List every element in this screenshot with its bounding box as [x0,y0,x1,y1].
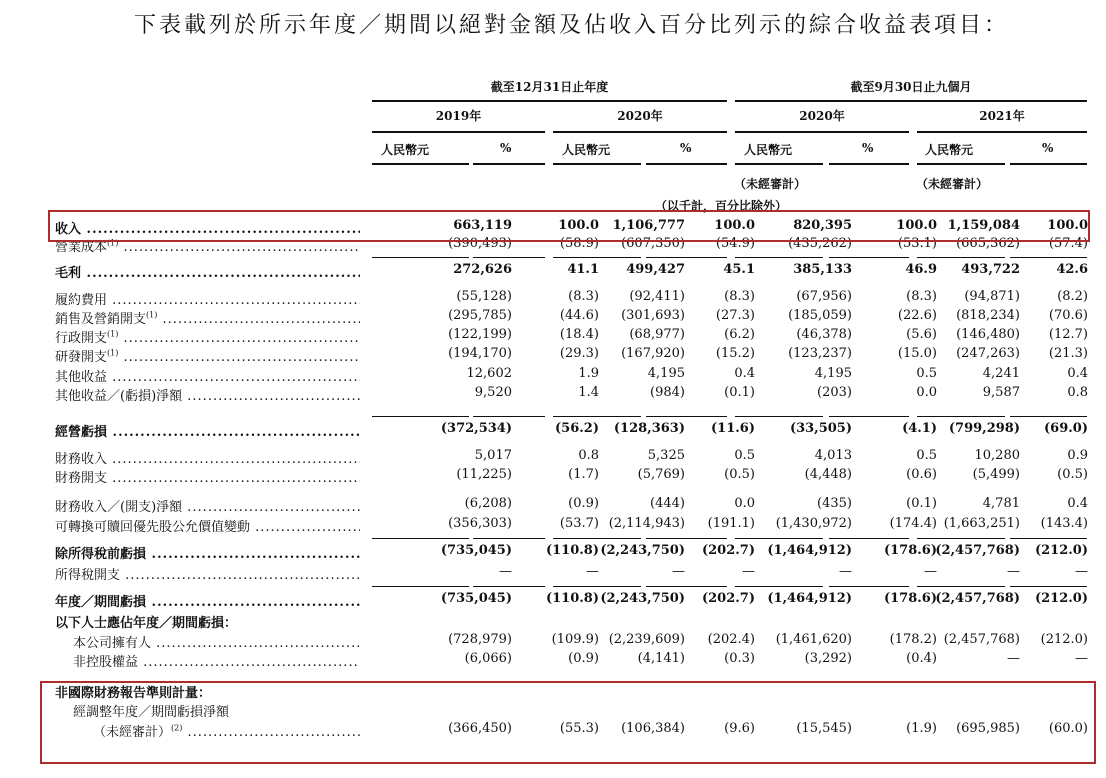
table-cell: (0.5) [724,467,755,482]
table-cell: 499,427 [626,262,685,277]
table-row [55,516,1088,535]
subtotal-rule [646,257,727,258]
table-cell: 4,241 [982,366,1020,381]
currency-header: 人民幣元 [381,143,430,157]
row-label-text: 非國際財務報告準則計量： [55,686,212,701]
subtotal-rule [1010,257,1087,258]
table-row [55,308,1088,327]
table-row [55,385,1088,404]
table-cell: 12,602 [466,366,512,381]
table-cell: (11,225) [456,467,512,482]
table-cell: (295,785) [448,308,512,323]
year-rule-2020 [553,131,727,133]
table-cell: (372,534) [440,421,512,436]
table-cell: (356,303) [448,516,512,531]
row-label [55,448,360,467]
table-cell: — [1007,651,1020,666]
currency-header: 人民幣元 [925,143,974,157]
row-label-text: （未經審計） [93,725,172,740]
table-cell: (435,262) [788,236,852,251]
table-cell: (8.2) [1057,289,1088,304]
table-cell: 9,520 [474,385,512,400]
currency-rule [553,163,641,165]
subtotal-rule [1010,416,1087,417]
row-label-text: 營業成本 [55,240,108,255]
subtotal-rule [473,257,545,258]
year-rule-2021-nine [917,131,1087,133]
year-header-2020: 2020年 [617,109,663,123]
table-cell: (109.9) [551,632,599,647]
table-cell: (4,448) [804,467,852,482]
table-row [55,327,1088,346]
table-cell: (110.8) [545,591,599,606]
subtotal-rule [553,257,641,258]
table-cell: (178.6) [883,591,937,606]
table-cell: 46.9 [905,262,937,277]
table-cell: 100.0 [558,218,599,233]
row-label [55,651,360,670]
table-cell: (185,059) [788,308,852,323]
subtotal-rule [553,416,641,417]
table-cell: — [742,564,755,579]
table-cell: (1.9) [906,721,937,736]
row-label-text: 財務開支 [55,471,108,486]
table-row [55,496,1088,515]
table-cell: — [839,564,852,579]
currency-rule [829,163,909,165]
table-cell: (11.6) [711,421,755,436]
row-label-text: 可轉換可贖回優先股公允價值變動 [55,520,251,535]
table-cell: 100.0 [1047,218,1088,233]
table-cell: (0.1) [724,385,755,400]
row-label-text: 財務收入／(開支)淨額 [55,500,183,515]
page-title: 下表載列於所示年度／期間以絕對金額及佔收入百分比列示的綜合收益表項目： [134,13,1010,38]
table-cell: 41.1 [567,262,599,277]
table-cell: (55,128) [456,289,512,304]
currency-rule [473,163,545,165]
row-label [55,543,360,562]
subtotal-rule [1010,538,1087,539]
table-cell: (2,457,768) [935,543,1020,558]
table-cell: 10,280 [974,448,1020,463]
table-cell: (128,363) [613,421,685,436]
footnote-marker: (1) [146,310,158,320]
table-row [55,467,1088,486]
row-label-text: 銷售及營銷開支 [55,312,147,327]
row-label [55,591,360,610]
table-cell: (6.2) [724,327,755,342]
row-label [55,346,360,365]
table-cell: (29.3) [559,346,599,361]
subtotal-rule [372,416,469,417]
table-cell: (2,239,609) [608,632,685,647]
table-cell: (1,461,620) [775,632,852,647]
table-row [55,448,1088,467]
table-cell: 9,587 [982,385,1020,400]
subtotal-rule [1010,586,1087,587]
subtotal-rule [473,538,545,539]
table-cell: (4,141) [637,651,685,666]
table-cell: 4,195 [647,366,685,381]
row-label-text: 非控股權益 [73,655,139,670]
percent-header: % [500,141,512,155]
row-label [55,385,360,404]
table-cell: 4,013 [814,448,852,463]
row-label-text: 財務收入 [55,452,108,467]
table-cell: (390,493) [448,236,512,251]
table-cell: 0.9 [1067,448,1088,463]
table-cell: (94,871) [964,289,1020,304]
row-label-text: 毛利 [55,266,82,281]
row-label-text: 研發開支 [55,350,108,365]
table-cell: 1.4 [578,385,599,400]
row-label [55,308,360,327]
table-cell: (70.6) [1048,308,1088,323]
table-cell: (203) [817,385,852,400]
table-cell: (106,384) [621,721,685,736]
table-cell: (444) [650,496,685,511]
table-cell: (212.0) [1040,632,1088,647]
year-rule-2020-nine [735,131,909,133]
row-label [55,262,360,281]
table-cell: (1,464,912) [767,543,852,558]
table-cell: (178.2) [889,632,937,647]
table-cell: (27.3) [715,308,755,323]
table-cell: (665,362) [956,236,1020,251]
table-cell: 1.9 [578,366,599,381]
table-cell: (67,956) [796,289,852,304]
table-row [55,543,1088,562]
table-cell: (123,237) [788,346,852,361]
year-rule-2019 [372,131,545,133]
year-header-2019: 2019年 [435,109,482,123]
table-cell: (53.1) [897,236,937,251]
table-cell: 0.8 [1067,385,1088,400]
subtotal-rule [829,257,909,258]
table-cell: 0.5 [734,448,755,463]
table-row [55,262,1088,281]
table-cell: 0.4 [1067,366,1088,381]
row-label [55,289,360,308]
table-cell: (33,505) [789,421,852,436]
table-cell: (56.2) [555,421,599,436]
row-label [55,366,360,385]
units-note: （以千計，百分比除外） [655,199,788,213]
row-label-text: 行政開支 [55,331,108,346]
row-label-text: 其他收益／(虧損)淨額 [55,389,183,404]
row-label [55,612,360,631]
currency-header: 人民幣元 [562,143,611,157]
currency-rule [917,163,1005,165]
subtotal-rule [829,538,909,539]
subtotal-rule [473,416,545,417]
table-cell: — [1075,564,1088,579]
table-cell: (202.7) [701,543,755,558]
row-label-text: 經營虧損 [55,425,108,440]
table-cell: (57.4) [1048,236,1088,251]
subtotal-rule [473,586,545,587]
table-cell: (22.6) [897,308,937,323]
table-cell: 0.5 [916,448,937,463]
table-cell: (122,199) [448,327,512,342]
subtotal-rule [735,586,823,587]
highlight-non-ifrs-section [40,681,1096,764]
table-cell: (1,464,912) [767,591,852,606]
year-header-2021-nine: 2021年 [979,109,1025,123]
table-cell: (4.1) [902,421,937,436]
table-cell: (984) [650,385,685,400]
footnote-marker: (1) [107,348,119,358]
table-cell: (728,979) [448,632,512,647]
percent-header: % [680,141,692,155]
table-cell: (2,114,943) [608,516,685,531]
subtotal-rule [829,416,909,417]
row-label-text: 其他收益 [55,370,108,385]
table-cell: (0.9) [568,651,599,666]
table-cell: (8.3) [568,289,599,304]
subtotal-rule [735,538,823,539]
subtotal-rule [372,586,469,587]
row-label [55,564,360,583]
currency-rule [646,163,727,165]
row-label [55,632,360,651]
table-cell: (8.3) [906,289,937,304]
table-cell: (12.7) [1048,327,1088,342]
table-cell: (60.0) [1048,721,1088,736]
subtotal-rule [553,538,641,539]
subtotal-rule [917,416,1005,417]
table-cell: 4,195 [814,366,852,381]
table-row [55,421,1088,440]
subtotal-rule [646,586,727,587]
table-cell: — [499,564,512,579]
table-cell: (1,663,251) [943,516,1020,531]
table-cell: (46,378) [796,327,852,342]
table-cell: (178.6) [883,543,937,558]
table-cell: (247,263) [956,346,1020,361]
table-row [55,346,1088,365]
table-cell: 1,159,084 [947,218,1020,233]
table-cell: (54.9) [715,236,755,251]
table-cell: (92,411) [629,289,685,304]
table-cell: 100.0 [896,218,937,233]
period-header-nine-months: 截至9月30日止九個月 [850,80,972,94]
table-cell: 0.5 [916,366,937,381]
table-cell: (607,350) [621,236,685,251]
percent-header: % [862,141,874,155]
subtotal-rule [917,257,1005,258]
table-cell: (6,066) [464,651,512,666]
subtotal-rule [735,416,823,417]
table-cell: (110.8) [545,543,599,558]
table-cell: (146,480) [956,327,1020,342]
table-cell: (0.3) [724,651,755,666]
subtotal-rule [372,257,469,258]
table-cell: (15.0) [897,346,937,361]
table-row [55,289,1088,308]
table-cell: — [586,564,599,579]
table-cell: (167,920) [621,346,685,361]
row-label [55,327,360,346]
footnote-marker: (1) [107,238,119,248]
table-cell: — [672,564,685,579]
table-cell: (191.1) [707,516,755,531]
table-cell: (9.6) [724,721,755,736]
table-cell: 0.0 [916,385,937,400]
currency-rule [735,163,823,165]
table-cell: (0.9) [568,496,599,511]
table-cell: (2,457,768) [943,632,1020,647]
table-cell: (366,450) [448,721,512,736]
subtotal-rule [917,586,1005,587]
table-cell: (0.6) [906,467,937,482]
table-cell: (2,243,750) [600,591,685,606]
table-cell: (69.0) [1044,421,1088,436]
table-cell: (174.4) [889,516,937,531]
row-label-text: 除所得稅前虧損 [55,547,147,562]
table-cell: (0.4) [906,651,937,666]
table-cell: (1,430,972) [775,516,852,531]
table-cell: (58.9) [559,236,599,251]
subtotal-rule [829,586,909,587]
row-label-text: 履約費用 [55,293,108,308]
table-cell: — [924,564,937,579]
period-header-year: 截至12月31日止年度 [490,80,609,94]
table-cell: 272,626 [453,262,512,277]
row-label-text: 年度／期間虧損 [55,595,147,610]
row-label [55,516,360,535]
row-label-text: 所得稅開支 [55,568,121,583]
subtotal-rule [372,538,469,539]
table-cell: 0.0 [734,496,755,511]
table-cell: (212.0) [1034,591,1088,606]
table-cell: 1,106,777 [612,218,685,233]
table-cell: (15.2) [715,346,755,361]
table-cell: (202.7) [701,591,755,606]
row-label-text: 經調整年度／期間虧損淨額 [73,705,230,720]
table-row [55,591,1088,610]
table-cell: — [1075,651,1088,666]
table-cell: (212.0) [1034,543,1088,558]
subtotal-rule [646,416,727,417]
table-cell: (8.3) [724,289,755,304]
table-cell: 0.4 [1067,496,1088,511]
currency-rule [1010,163,1087,165]
table-cell: 4,781 [982,496,1020,511]
table-cell: 663,119 [453,218,512,233]
table-row [55,366,1088,385]
highlight-revenue-row [48,210,1090,242]
table-row [55,632,1088,651]
table-cell: (735,045) [440,543,512,558]
row-label-text: 以下人士應佔年度／期間虧損： [55,616,238,631]
table-cell: (0.1) [906,496,937,511]
table-cell: (194,170) [448,346,512,361]
table-cell: (55.3) [559,721,599,736]
currency-rule [372,163,469,165]
row-label [55,496,360,515]
year-header-2020-nine: 2020年 [799,109,845,123]
table-cell: (0.5) [1057,467,1088,482]
period-rule-year [372,100,727,102]
table-cell: 5,017 [474,448,512,463]
table-cell: 820,395 [793,218,852,233]
table-cell: (2,243,750) [600,543,685,558]
table-cell: 42.6 [1056,262,1088,277]
table-cell: (44.6) [559,308,599,323]
subtotal-rule [917,538,1005,539]
table-cell: (2,457,768) [935,591,1020,606]
table-cell: 45.1 [723,262,755,277]
table-row [55,612,1085,630]
table-cell: (202.4) [707,632,755,647]
table-cell: 0.4 [734,366,755,381]
footnote-marker: (2) [171,723,183,733]
table-cell: (301,693) [621,308,685,323]
row-label-text: 收入 [55,222,82,237]
table-cell: (3,292) [804,651,852,666]
currency-header: 人民幣元 [744,143,793,157]
table-cell: (6,208) [464,496,512,511]
subtotal-rule [553,586,641,587]
table-cell: (15,545) [796,721,852,736]
table-cell: (695,985) [956,721,1020,736]
row-label-text: 本公司擁有人 [73,636,152,651]
table-cell: 0.8 [578,448,599,463]
table-cell: (735,045) [440,591,512,606]
table-cell: (435) [817,496,852,511]
table-cell: — [1007,564,1020,579]
table-cell: (18.4) [559,327,599,342]
percent-header: % [1042,141,1054,155]
table-cell: (799,298) [948,421,1020,436]
table-cell: (143.4) [1040,516,1088,531]
table-cell: (1.7) [568,467,599,482]
table-cell: (21.3) [1048,346,1088,361]
period-rule-nine-months [735,100,1087,102]
table-cell: (53.7) [559,516,599,531]
subtotal-rule [646,538,727,539]
row-label [55,421,360,440]
table-cell: (5,499) [972,467,1020,482]
table-cell: 5,325 [647,448,685,463]
footnote-marker: (1) [107,329,119,339]
table-cell: (818,234) [956,308,1020,323]
row-label [55,467,360,486]
table-cell: (68,977) [629,327,685,342]
table-cell: (5,769) [637,467,685,482]
table-row [55,564,1088,583]
subtotal-rule [735,257,823,258]
table-cell: 385,133 [793,262,852,277]
table-cell: (5.6) [906,327,937,342]
unaudited-label: （未經審計） [916,177,989,191]
unaudited-label: （未經審計） [734,177,807,191]
table-cell: 100.0 [714,218,755,233]
table-row [55,651,1088,670]
table-cell: 493,722 [961,262,1020,277]
